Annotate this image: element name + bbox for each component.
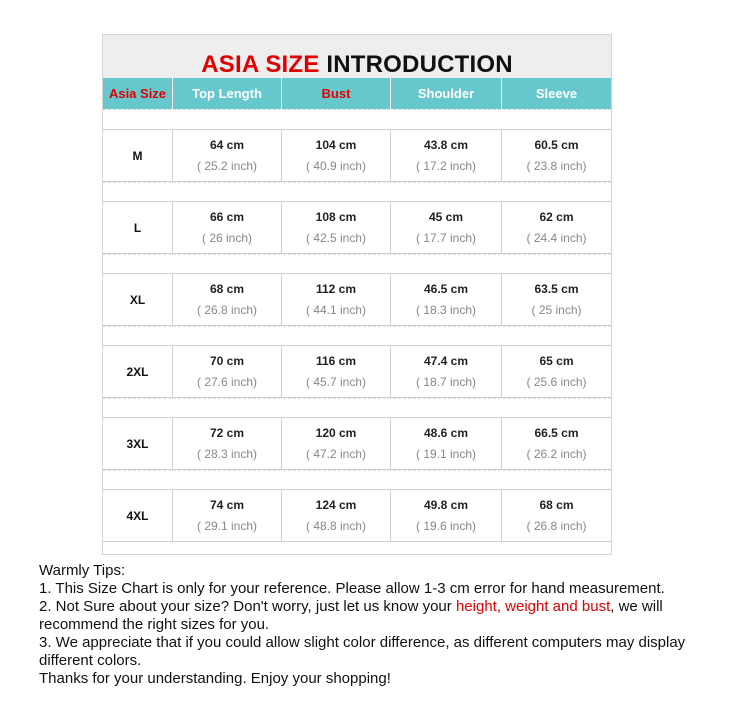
shoulder-cell xyxy=(391,274,502,325)
inch-value: ( 40.9 inch) xyxy=(305,159,367,173)
sleeve-cell xyxy=(502,130,611,181)
table-row xyxy=(103,201,611,254)
cm-value: 46.5 cm xyxy=(423,282,469,296)
cm-value: 47.4 cm xyxy=(423,354,469,368)
size-label: M xyxy=(103,130,173,181)
table-row xyxy=(103,129,611,182)
table-row xyxy=(103,489,611,542)
cm-value: 43.8 cm xyxy=(423,138,469,152)
cm-value: 74 cm xyxy=(209,498,245,512)
tip-3: 3. We appreciate that if you could allow slight color difference, as different computers may display different colors. xyxy=(39,634,686,669)
chart-title xyxy=(103,35,611,78)
row-separator xyxy=(103,398,611,417)
shoulder-cell xyxy=(391,490,502,541)
row-separator xyxy=(103,254,611,273)
cm-value: 45 cm xyxy=(428,210,464,224)
bust-cell xyxy=(282,490,391,541)
tip-2 xyxy=(39,598,739,634)
tips-heading: Warmly Tips: xyxy=(39,562,126,579)
size-label: L xyxy=(103,202,173,253)
cm-value: 124 cm xyxy=(315,498,357,512)
inch-value: ( 24.4 inch) xyxy=(526,231,587,245)
cm-value: 120 cm xyxy=(315,426,357,440)
inch-value: ( 42.5 inch) xyxy=(305,231,367,245)
warm-tips xyxy=(39,562,739,688)
cm-value: 60.5 cm xyxy=(534,138,579,152)
cm-value: 104 cm xyxy=(315,138,357,152)
inch-value: ( 19.6 inch) xyxy=(415,519,477,533)
cm-value: 112 cm xyxy=(315,282,357,296)
cm-value: 72 cm xyxy=(209,426,245,440)
top-length-cell xyxy=(173,490,282,541)
top-length-cell xyxy=(173,346,282,397)
inch-value: ( 29.1 inch) xyxy=(196,519,258,533)
cm-value: 68 cm xyxy=(209,282,245,296)
size-label: 4XL xyxy=(103,490,173,541)
cm-value: 66.5 cm xyxy=(534,426,579,440)
inch-value: ( 18.3 inch) xyxy=(415,303,477,317)
inch-value: ( 26.8 inch) xyxy=(526,519,587,533)
cm-value: 108 cm xyxy=(315,210,357,224)
inch-value: ( 48.8 inch) xyxy=(305,519,367,533)
bust-cell xyxy=(282,346,391,397)
bust-cell xyxy=(282,130,391,181)
bust-cell xyxy=(282,202,391,253)
header-top-length: Top Length xyxy=(173,78,282,109)
row-separator xyxy=(103,182,611,201)
header-size: Asia Size xyxy=(103,78,173,109)
row-separator xyxy=(103,470,611,489)
bust-cell xyxy=(282,418,391,469)
tip-1: 1. This Size Chart is only for your reference. Please allow 1-3 cm error for hand measurement. xyxy=(39,580,665,597)
tip-2-text: 2. Not Sure about your size? Don't worry, just let us know your xyxy=(39,598,456,615)
cm-value: 49.8 cm xyxy=(423,498,469,512)
cm-value: 65 cm xyxy=(539,354,574,368)
shoulder-cell xyxy=(391,130,502,181)
inch-value: ( 25.6 inch) xyxy=(526,375,587,389)
cm-value: 66 cm xyxy=(209,210,245,224)
inch-value: ( 25.2 inch) xyxy=(196,159,258,173)
table-row xyxy=(103,345,611,398)
size-chart xyxy=(102,34,612,555)
inch-value: ( 26 inch) xyxy=(201,231,253,245)
shoulder-cell xyxy=(391,202,502,253)
inch-value: ( 19.1 inch) xyxy=(415,447,477,461)
size-label: 2XL xyxy=(103,346,173,397)
inch-value: ( 47.2 inch) xyxy=(305,447,367,461)
top-length-cell xyxy=(173,274,282,325)
top-length-cell xyxy=(173,202,282,253)
header-sleeve: Sleeve xyxy=(535,86,578,101)
spacer xyxy=(103,109,611,129)
sleeve-cell xyxy=(502,346,611,397)
row-separator xyxy=(103,326,611,345)
header-shoulder: Shoulder xyxy=(391,78,502,109)
inch-value: ( 18.7 inch) xyxy=(415,375,477,389)
table-row xyxy=(103,417,611,470)
inch-value: ( 44.1 inch) xyxy=(305,303,367,317)
inch-value: ( 17.2 inch) xyxy=(415,159,477,173)
cm-value: 62 cm xyxy=(539,210,574,224)
size-label: 3XL xyxy=(103,418,173,469)
sleeve-cell xyxy=(502,202,611,253)
inch-value: ( 45.7 inch) xyxy=(305,375,367,389)
table-row xyxy=(103,273,611,326)
inch-value: ( 26.2 inch) xyxy=(526,447,587,461)
inch-value: ( 28.3 inch) xyxy=(196,447,258,461)
shoulder-cell xyxy=(391,418,502,469)
cm-value: 63.5 cm xyxy=(534,282,579,296)
top-length-cell xyxy=(173,130,282,181)
table-header xyxy=(103,78,611,109)
tip-2-highlight: height, weight and bust xyxy=(455,598,611,615)
title-rest: INTRODUCTION xyxy=(326,51,513,78)
title-accent: ASIA SIZE xyxy=(201,51,320,78)
cm-value: 64 cm xyxy=(209,138,245,152)
inch-value: ( 25 inch) xyxy=(531,303,582,317)
size-label: XL xyxy=(103,274,173,325)
cm-value: 48.6 cm xyxy=(423,426,469,440)
cm-value: 70 cm xyxy=(209,354,245,368)
inch-value: ( 23.8 inch) xyxy=(526,159,587,173)
bust-cell xyxy=(282,274,391,325)
sleeve-cell xyxy=(502,490,611,541)
top-length-cell xyxy=(173,418,282,469)
inch-value: ( 17.7 inch) xyxy=(415,231,477,245)
cm-value: 116 cm xyxy=(315,354,357,368)
shoulder-cell xyxy=(391,346,502,397)
inch-value: ( 27.6 inch) xyxy=(196,375,258,389)
cm-value: 68 cm xyxy=(539,498,574,512)
header-bust: Bust xyxy=(282,78,391,109)
thanks-line: Thanks for your understanding. Enjoy your shopping! xyxy=(39,670,391,687)
sleeve-cell xyxy=(502,274,611,325)
sleeve-cell xyxy=(502,418,611,469)
inch-value: ( 26.8 inch) xyxy=(196,303,258,317)
tip-2-text-end: , we will recommend the right sizes for you. xyxy=(39,598,663,633)
